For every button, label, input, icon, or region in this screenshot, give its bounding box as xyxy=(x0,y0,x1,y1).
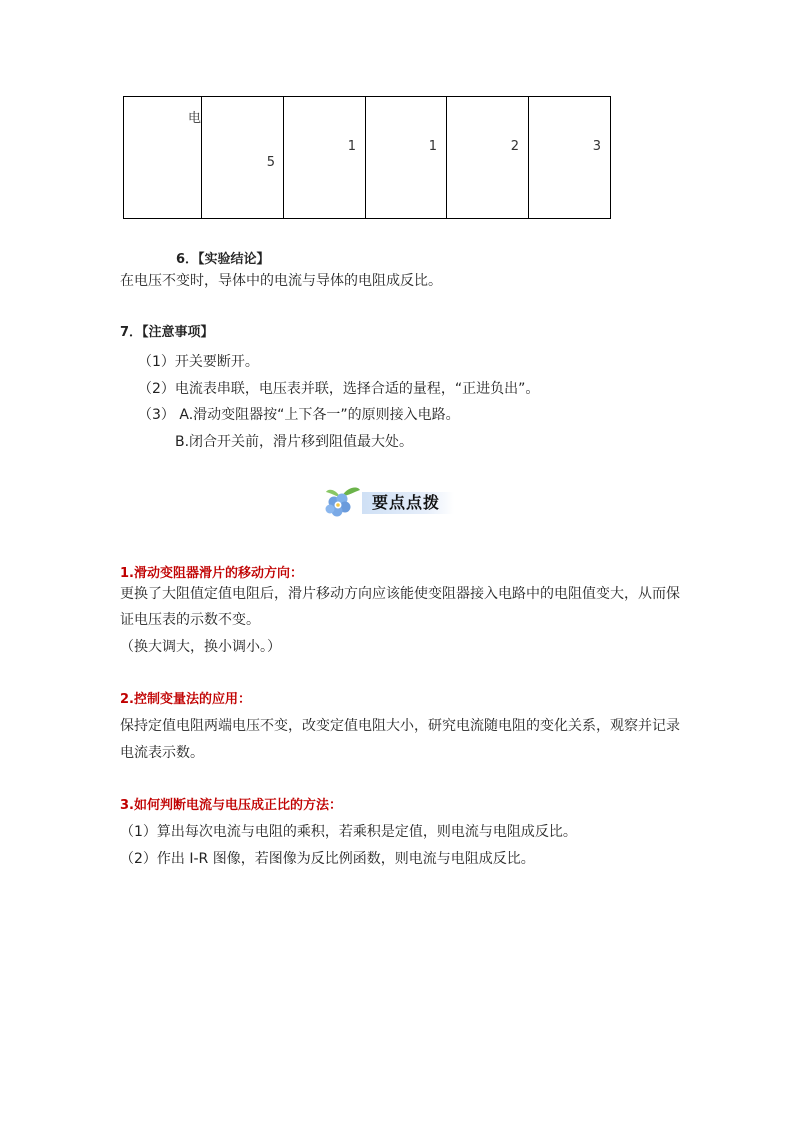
note-item: B.闭合开关前，滑片移到阻值最大处。 xyxy=(175,434,414,450)
cell-text: 3 xyxy=(592,139,601,154)
note-item: （3） A.滑动变阻器按“上下各一”的原则接入电路。 xyxy=(138,407,460,423)
point-1-line: 证电压表的示数不变。 xyxy=(120,612,260,628)
point-2-line: 保持定值电阻两端电压不变，改变定值电阻大小，研究电流随电阻的变化关系，观察并记录 xyxy=(120,718,680,734)
cell-text: 1 xyxy=(428,139,437,154)
note-item: （2）电流表串联，电压表并联，选择合适的量程，“正进负出”。 xyxy=(138,381,540,397)
section-6-text: 在电压不变时，导体中的电流与导体的电阻成反比。 xyxy=(120,273,442,289)
point-1-line: （换大调大，换小调小。） xyxy=(120,639,281,655)
section-7-heading: 7．【注意事项】 xyxy=(120,325,214,340)
data-table xyxy=(123,96,611,219)
cell-text: 2 xyxy=(510,139,519,154)
point-1-line: 更换了大阻值定值电阻后，滑片移动方向应该能使变阻器接入电路中的电阻值变大，从而保 xyxy=(120,586,680,602)
flower-icon xyxy=(320,484,364,518)
note-item: （1）开关要断开。 xyxy=(138,354,259,370)
point-2-line: 电流表示数。 xyxy=(120,745,204,761)
point-2-heading: 2.控制变量法的应用： xyxy=(120,692,251,707)
table-cell xyxy=(529,97,611,219)
point-3-line: （2）作出 I-R 图像，若图像为反比例函数，则电流与电阻成反比。 xyxy=(120,851,535,867)
cell-text: 1 xyxy=(347,139,356,154)
cell-text: 5 xyxy=(266,155,275,170)
table-row xyxy=(124,97,611,219)
banner-title: 要点点拨 xyxy=(372,493,441,512)
cell-text: 电 xyxy=(187,111,201,126)
table-cell xyxy=(284,97,366,219)
section-6-heading: 6．【实验结论】 xyxy=(176,252,270,267)
table-cell xyxy=(447,97,529,219)
point-3-heading: 3.如何判断电流与电压成正比的方法： xyxy=(120,798,342,813)
point-1-heading: 1.滑动变阻器滑片的移动方向： xyxy=(120,566,303,581)
point-3-line: （1）算出每次电流与电阻的乘积，若乘积是定值，则电流与电阻成反比。 xyxy=(120,824,577,840)
table-cell xyxy=(366,97,447,219)
section-banner xyxy=(320,484,460,518)
table-cell xyxy=(124,97,202,219)
table-cell xyxy=(202,97,284,219)
